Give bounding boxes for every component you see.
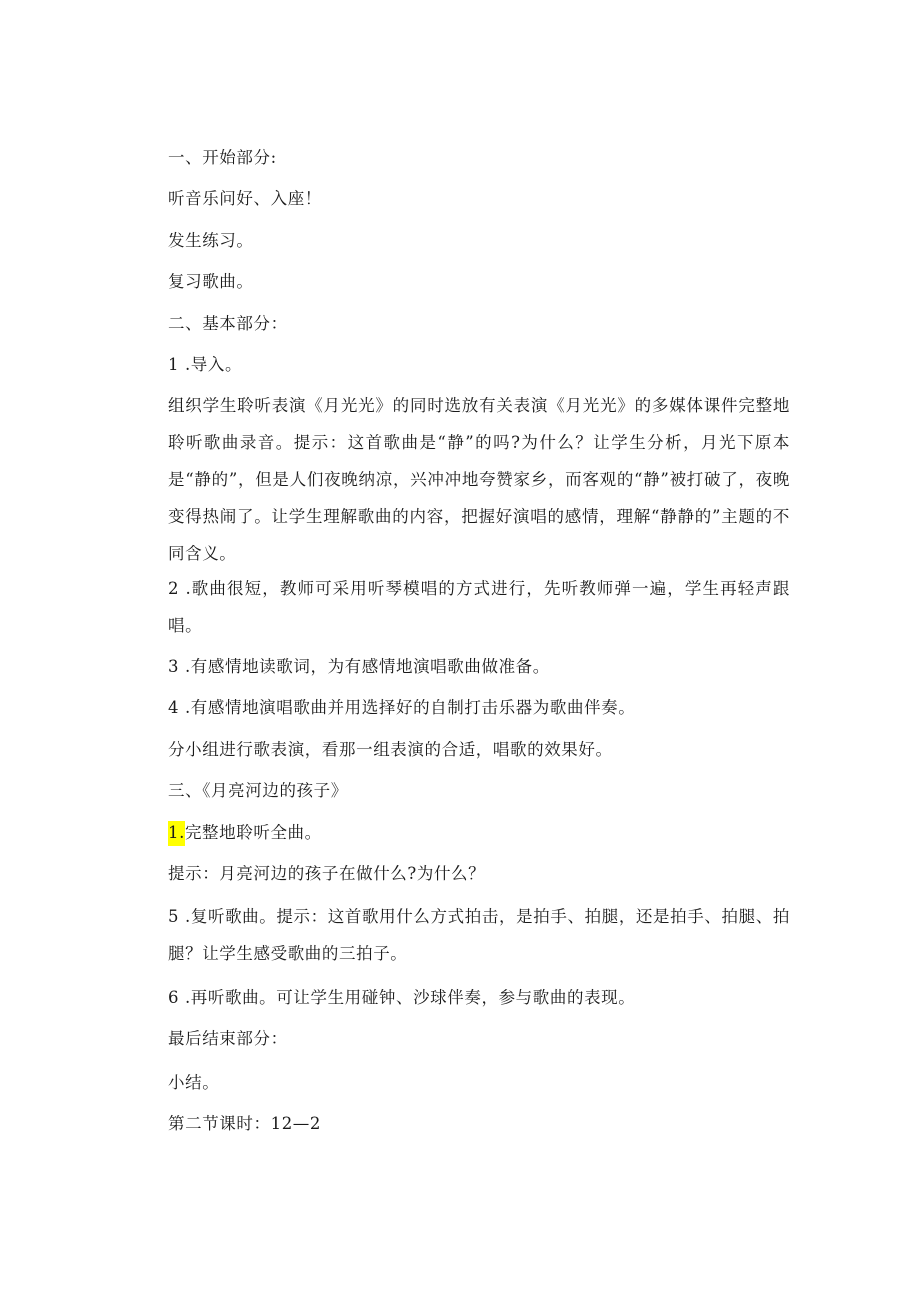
paragraph-step-5: 5 .复听歌曲。提示：这首歌用什么方式拍击，是拍手、拍腿，还是拍手、拍腿、拍腿？让学生感受歌曲的三拍子。 — [168, 907, 790, 963]
heading-basic-section: 二、基本部分： — [168, 314, 288, 333]
text-group-performance: 分小组进行歌表演，看那一组表演的合适，唱歌的效果好。 — [168, 740, 613, 759]
listen-full-song-text: 完整地聆听全曲。 — [184, 823, 322, 842]
text-vocal-practice: 发生练习。 — [168, 231, 254, 250]
text-listen-full-song — [168, 823, 322, 843]
heading-opening-section: 一、开始部分: — [168, 148, 277, 167]
text-hint-question: 提示：月亮河边的孩子在做什么?为什么？ — [168, 864, 486, 883]
text-second-lesson: 第二节课时：12—2 — [168, 1114, 321, 1133]
text-step-3: 3 .有感情地读歌词，为有感情地演唱歌曲做准备。 — [168, 657, 550, 676]
text-step-6: 6 .再听歌曲。可让学生用碰钟、沙球伴奏，参与歌曲的表现。 — [168, 988, 636, 1007]
paragraph-step-2: 2 .歌曲很短，教师可采用听琴模唱的方式进行，先听教师弹一遍，学生再轻声跟唱。 — [168, 579, 790, 635]
text-step-4: 4 .有感情地演唱歌曲并用选择好的自制打击乐器为歌曲伴奏。 — [168, 698, 636, 717]
text-greeting: 听音乐问好、入座！ — [168, 189, 322, 208]
highlighted-number: 1. — [168, 821, 185, 846]
text-summary: 小结。 — [168, 1073, 220, 1092]
text-review-song: 复习歌曲。 — [168, 272, 254, 291]
heading-section-three: 三、《月亮河边的孩子》 — [168, 781, 348, 800]
text-step-1-intro: 1 .导入。 — [168, 355, 243, 374]
paragraph-listening-analysis: 组织学生聆听表演《月光光》的同时选放有关表演《月光光》的多媒体课件完整地聆听歌曲录音。提示：这首歌曲是“静”的吗?为什么？让学生分析，月光下原本是“静的”，但是人们夜晚纳凉，兴冲冲地夸赞家乡，而客观的“静”被打破了，夜晚变得热闹了。让学生理解歌曲的内容，把握好演唱的感情，理解“静静的”主题的不同含义。 — [168, 396, 790, 563]
heading-final-section: 最后结束部分： — [168, 1029, 288, 1048]
